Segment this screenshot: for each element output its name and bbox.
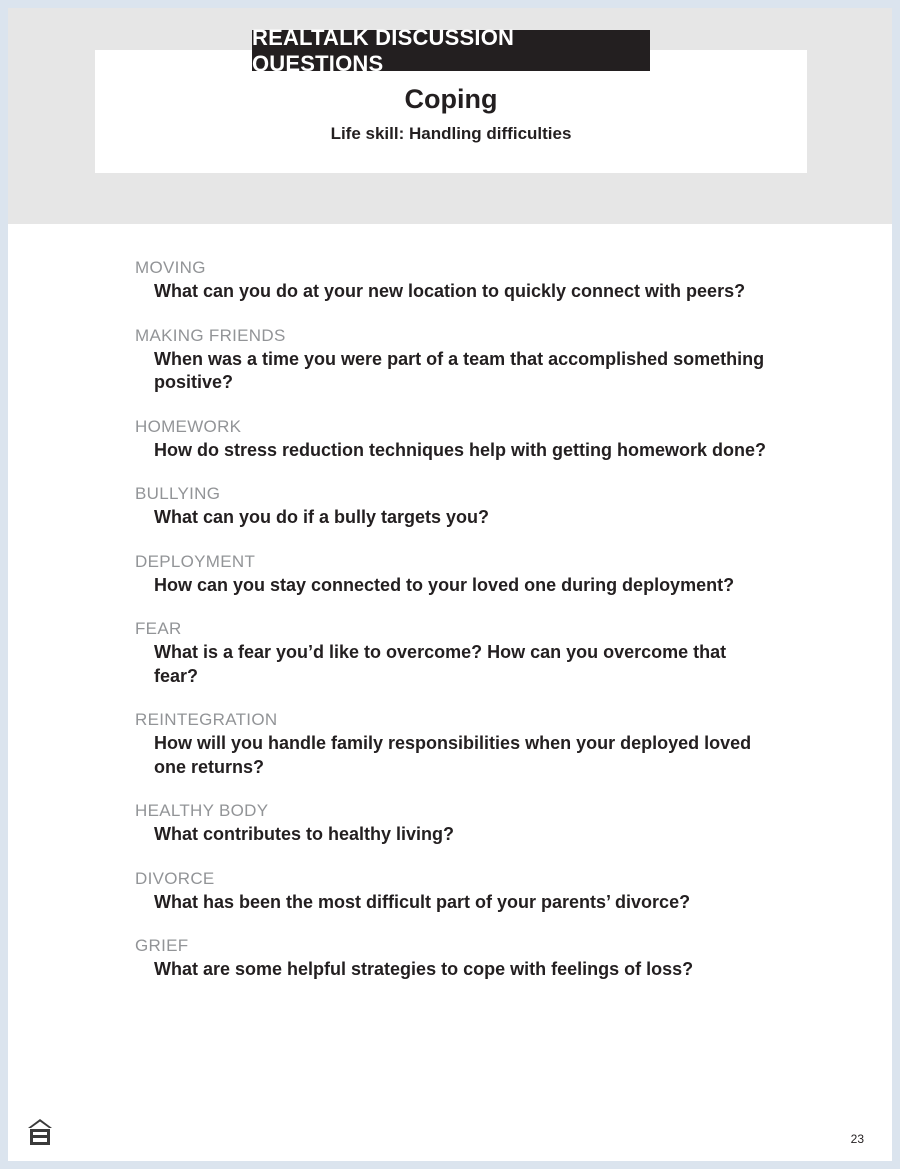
topic-label: FEAR <box>135 619 182 638</box>
topic-deployment <box>135 552 775 598</box>
page <box>8 8 892 1161</box>
topic-moving <box>135 258 775 304</box>
topic-label: DEPLOYMENT <box>135 551 256 571</box>
house-logo-icon <box>26 1117 54 1147</box>
discussion-banner: REALTALK DISCUSSION QUESTIONS <box>252 30 650 71</box>
topic-label: MAKING FRIENDS <box>135 325 286 345</box>
topic-making-friends <box>135 326 775 395</box>
page-number: 23 <box>850 1132 864 1146</box>
topic-reintegration <box>135 710 775 779</box>
topic-label: DIVORCE <box>135 868 215 888</box>
topic-label: HEALTHY BODY <box>135 801 269 820</box>
topic-list <box>135 258 775 1004</box>
page-title: Coping <box>404 84 498 114</box>
topic-fear <box>135 619 775 688</box>
topic-label: REINTEGRATION <box>135 710 278 729</box>
topic-grief <box>135 936 775 982</box>
topic-label: MOVING <box>135 258 206 277</box>
topic-label: GRIEF <box>135 936 189 955</box>
topic-label: BULLYING <box>135 484 221 503</box>
topic-divorce <box>135 869 775 915</box>
topic-label: HOMEWORK <box>135 416 242 436</box>
topic-question: How can you stay connected to your loved one during deployment? <box>154 574 735 595</box>
topic-question: What is a fear you’d like to overcome? How can you overcome that fear? <box>154 642 727 686</box>
topic-question: What has been the most difficult part of your parents’ divorce? <box>154 891 691 912</box>
topic-question: What are some helpful strategies to cope with feelings of loss? <box>154 959 694 979</box>
topic-question: How will you handle family responsibilities when your deployed loved one returns? <box>154 733 752 777</box>
topic-bullying <box>135 484 775 530</box>
topic-question: What can you do if a bully targets you? <box>154 507 490 527</box>
topic-question: What can you do at your new location to quickly connect with peers? <box>154 281 746 301</box>
topic-homework <box>135 417 775 463</box>
topic-question: When was a time you were part of a team that accomplished something positive? <box>154 348 765 392</box>
life-skill-subtitle: Life skill: Handling difficulties <box>330 124 572 143</box>
header-band <box>8 8 892 224</box>
topic-healthy-body <box>135 801 775 847</box>
topic-question: How do stress reduction techniques help with getting homework done? <box>154 439 767 460</box>
topic-question: What contributes to healthy living? <box>154 824 455 844</box>
